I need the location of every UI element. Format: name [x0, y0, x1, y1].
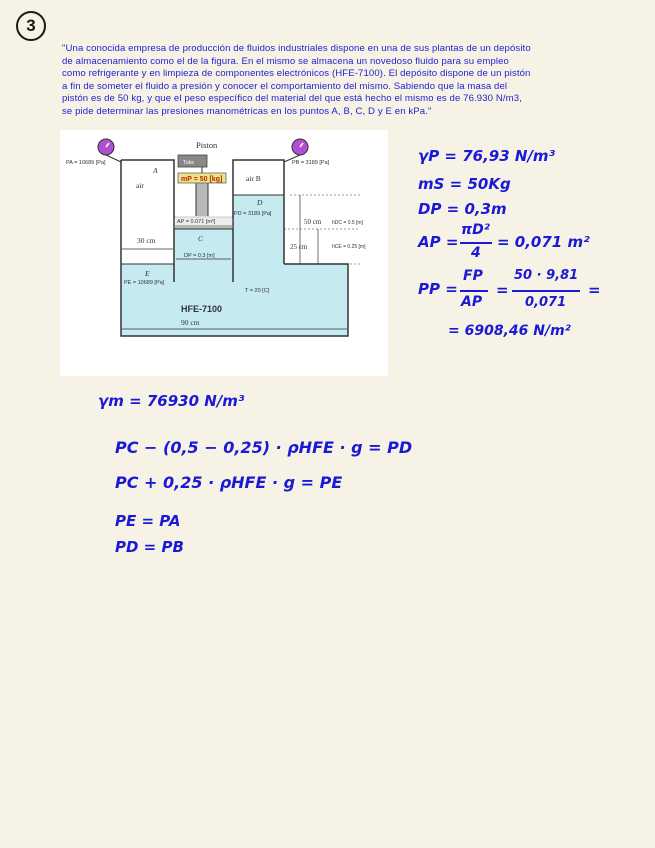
problem-line: pistón es de 50 kg, y que el peso específico del material del que está hecho el mismo es de 76.930 N/m3, [62, 93, 522, 105]
dim-25-label: 25 cm [290, 243, 308, 251]
pp-num2: 50 · 9,81 [514, 268, 579, 283]
pe-label: PE = 10689 [Pa] [124, 280, 165, 286]
problem-line: se pide determinar las presiones manométricas en los puntos A, B, C, D y E en kPa." [62, 105, 432, 117]
equation-2: PC + 0,25 · ρHFE · g = PE [115, 473, 343, 492]
pd-label: PD = 3189 [Pa] [234, 211, 272, 217]
ap-value: = 0,071 m² [497, 233, 590, 251]
problem-number-badge: 3 [16, 11, 46, 41]
temperature-label: T = 20 [C] [245, 288, 270, 294]
dim-30-label: 30 cm [137, 236, 156, 245]
gamma-p-note: γP = 76,93 N/m³ [418, 147, 556, 165]
equation-3: PE = PA [115, 512, 181, 530]
pp-eq: = [496, 281, 509, 299]
label-c: C [198, 234, 204, 243]
pb-label: PB = 3189 [Pa] [292, 160, 330, 166]
problem-statement [62, 43, 610, 119]
equation-1: PC − (0,5 − 0,25) · ρHFE · g = PD [115, 438, 413, 457]
tank-figure [60, 130, 388, 376]
pp-lhs: PP = [418, 280, 458, 298]
fluid-label: HFE-7100 [181, 304, 223, 314]
pp-den2: 0,071 [525, 295, 567, 310]
tube-label: Tube [183, 160, 195, 166]
pp-result: = 6908,46 N/m² [448, 323, 571, 339]
pp-den1: AP [461, 294, 483, 310]
dim-50-label: 50 cm [304, 218, 322, 226]
pp-num1: FP [463, 268, 483, 284]
label-d: D [257, 198, 263, 207]
label-air-left: air [136, 181, 144, 190]
tank-diagram [60, 130, 388, 376]
equation-4: PD = PB [115, 538, 184, 556]
ap-fraction-bar [460, 242, 492, 244]
mass-label: mP = 50 [kg] [181, 176, 223, 183]
piston-rod [196, 182, 208, 217]
ap-numerator: πD² [461, 222, 490, 238]
ap-lhs: AP = [418, 233, 459, 251]
pp-fraction-bar2 [512, 290, 580, 292]
problem-line: de almacenamiento como el de la figura. En el mismo se almacena un novedoso fluido para su empleo [62, 55, 509, 67]
problem-line: a fin de someter el fluido a presión y conocer el comportamiento del mismo. Sabiendo que la masa del [62, 80, 508, 92]
problem-line: como refrigerante y en limpieza de componentes electrónicos (HFE-7100). El depósito dispone de un pistón [62, 68, 531, 80]
ap-label: AP = 0.071 [m²] [177, 219, 216, 225]
pp-fraction-bar1 [460, 290, 488, 292]
label-e: E [145, 269, 150, 278]
hce-label: hCE = 0.25 [m] [332, 244, 366, 250]
dim-90-label: 90 cm [181, 318, 200, 327]
gamma-m-note: γm = 76930 N/m³ [98, 392, 245, 410]
label-a: A [153, 166, 158, 175]
liquid-bottom [121, 264, 348, 336]
gauge-a-pipe [106, 155, 121, 162]
problem-line: "Una conocida empresa de producción de fluidos industriales dispone en una de sus plantas de un depósito [62, 43, 531, 54]
dp-note: DP = 0,3m [418, 200, 507, 218]
piston-label: Piston [196, 140, 218, 150]
label-b: air B [246, 174, 261, 183]
pa-label: PA = 10689 [Pa] [66, 160, 106, 166]
ap-denominator: 4 [471, 245, 481, 261]
dp-label: DP = 0.3 [m] [184, 253, 215, 259]
pp-eq2: = [588, 281, 601, 299]
hdc-label: hDC = 0.5 [m] [332, 220, 363, 226]
mass-note: mS = 50Kg [418, 175, 511, 193]
